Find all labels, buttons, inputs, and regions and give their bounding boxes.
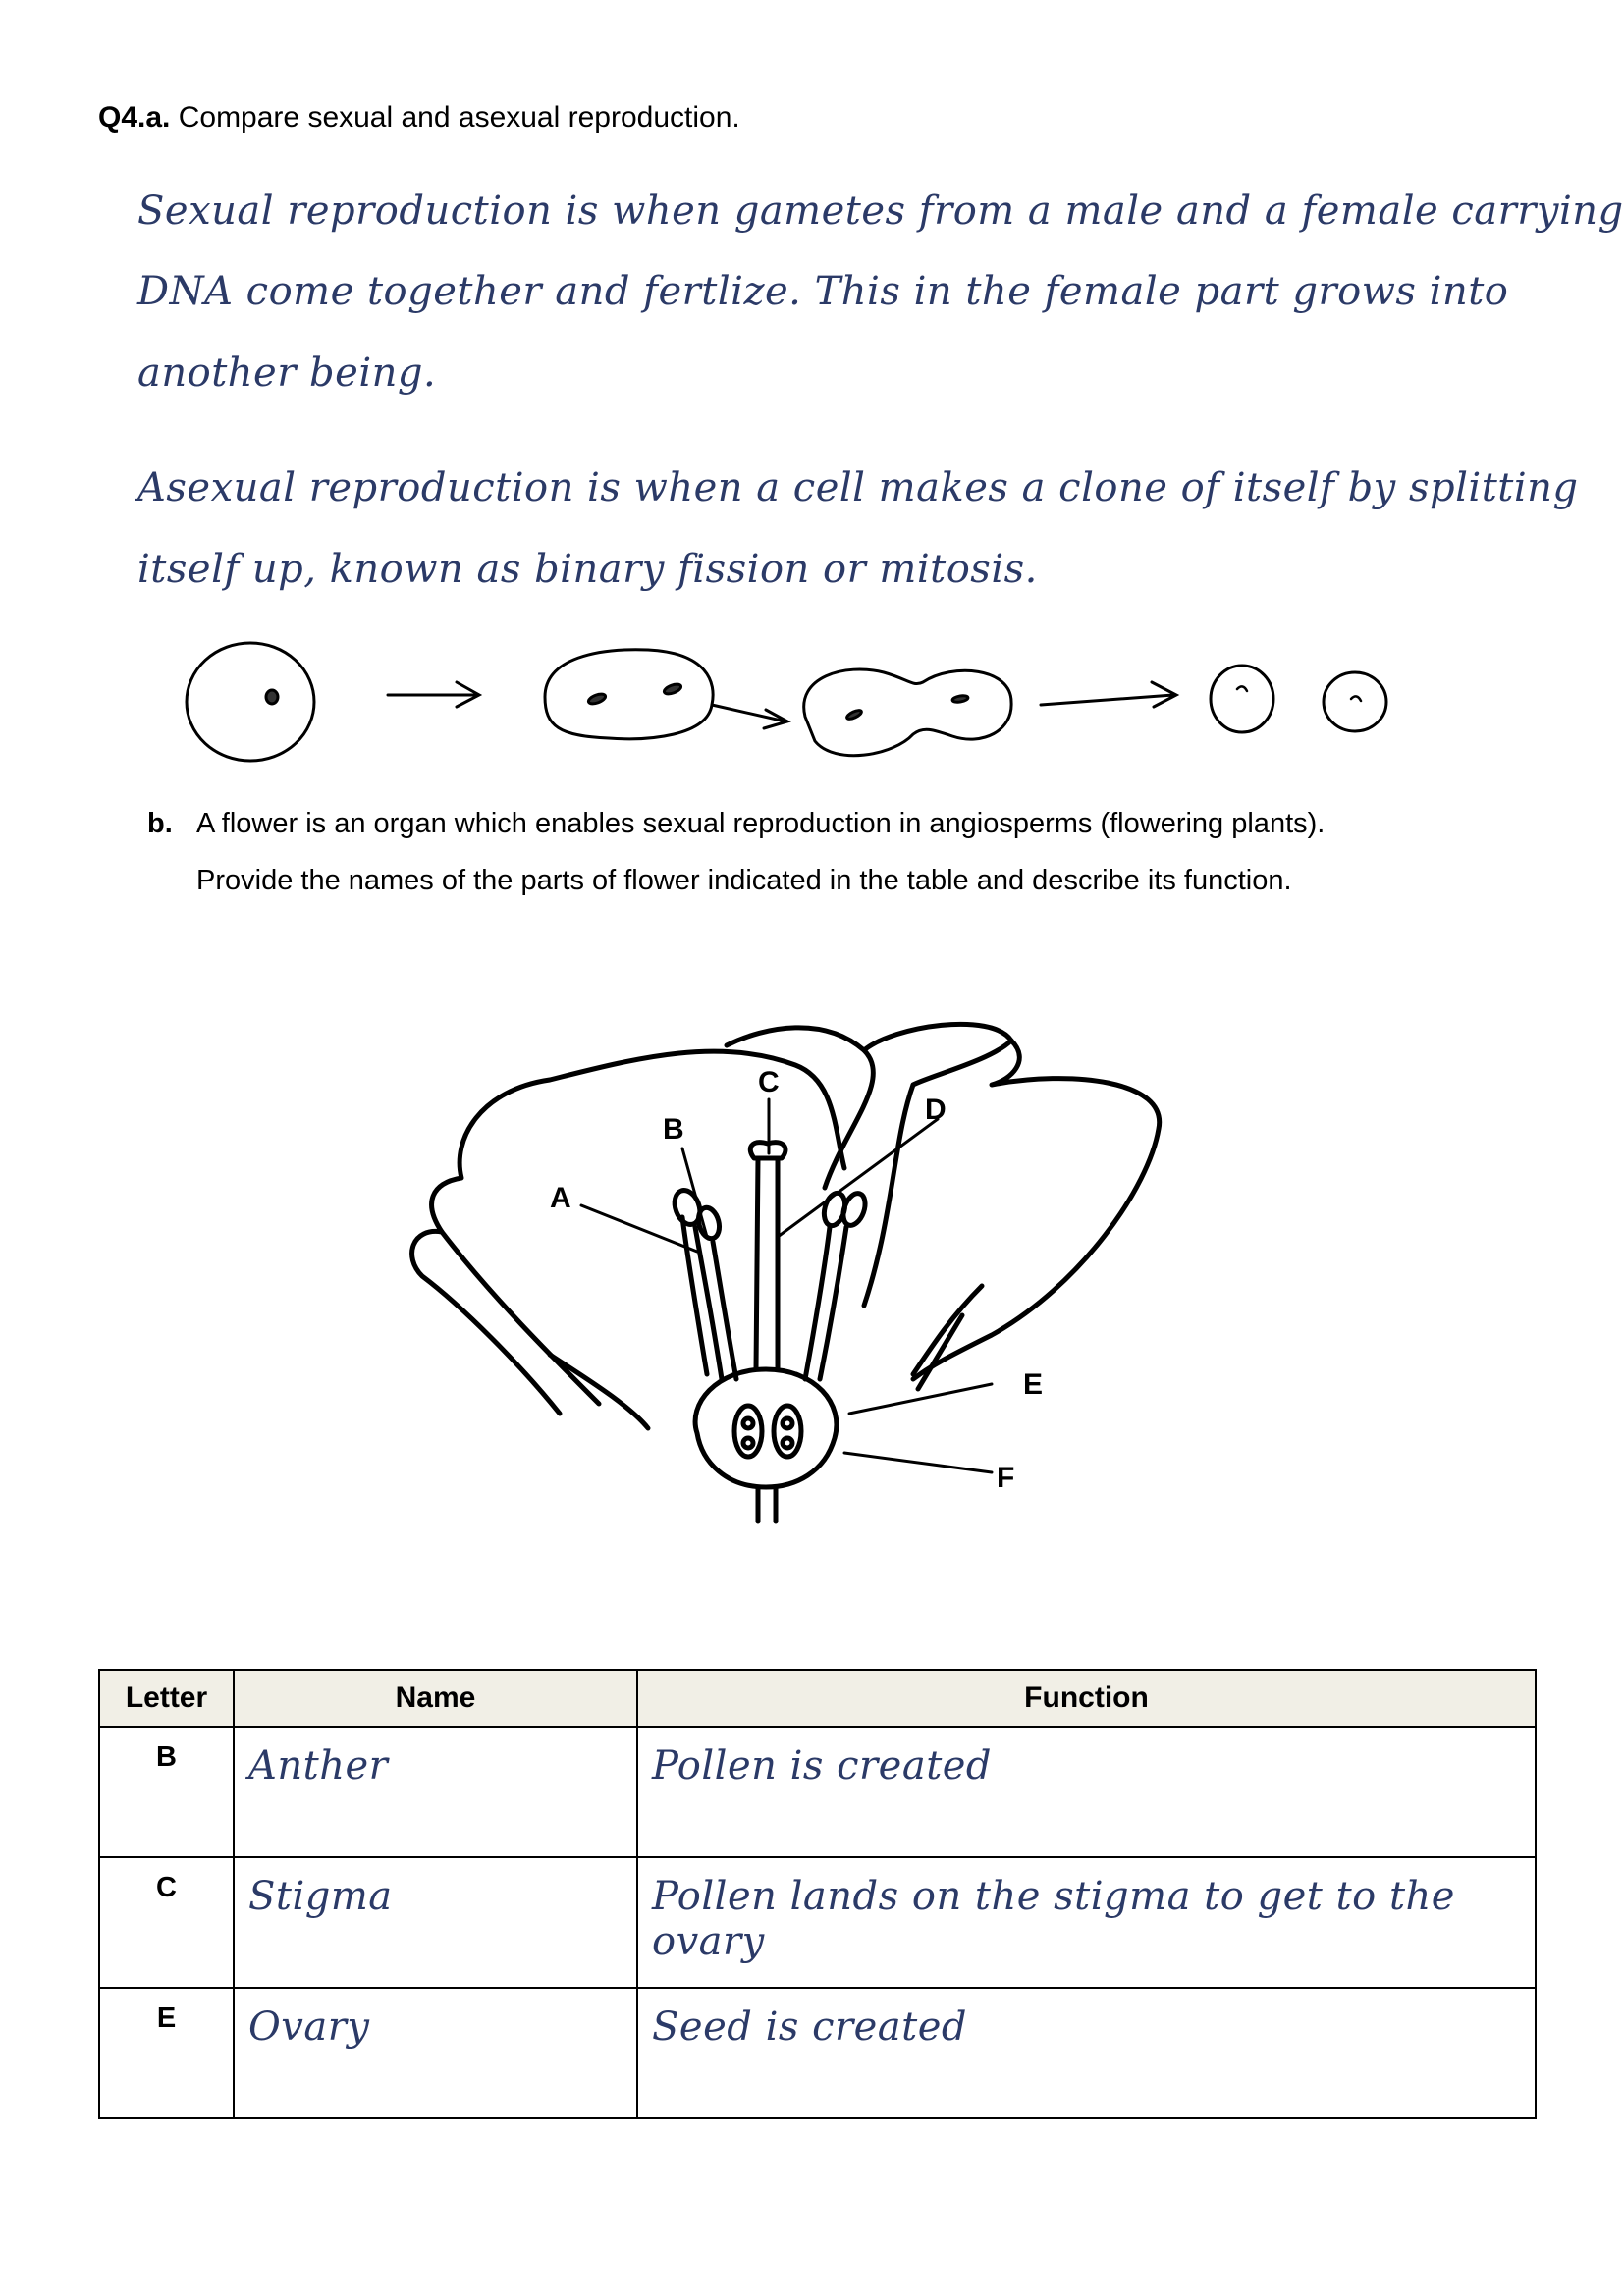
sepal-left: [550, 1355, 648, 1428]
row-function: Pollen is created: [637, 1727, 1536, 1857]
header-name: Name: [234, 1670, 637, 1727]
part-b-question: [147, 795, 1325, 909]
binary-fission-sketch: [167, 628, 1424, 785]
stem: [758, 1487, 776, 1522]
diagram-label-d: D: [925, 1094, 947, 1126]
header-letter: Letter: [99, 1670, 234, 1727]
table-row: [99, 1988, 1536, 2118]
part-b-line-2: Provide the names of the parts of flower indicated in the table and describe its function.: [196, 865, 1292, 896]
sepal-right: [913, 1286, 982, 1374]
pointer-a: [581, 1205, 697, 1252]
elongated-cell: [545, 650, 713, 739]
row-name: Stigma: [234, 1857, 637, 1988]
diagram-label-a: A: [550, 1182, 571, 1214]
ovary: [695, 1369, 837, 1487]
row-name: Anther: [234, 1727, 637, 1857]
stamen-left-1: [682, 1217, 707, 1374]
petal-right: [864, 1024, 1011, 1085]
part-b-number: b.: [147, 808, 173, 839]
daughter-cell-1: [1211, 666, 1273, 732]
pointer-f: [844, 1453, 992, 1472]
flower-diagram: [403, 991, 1188, 1541]
question-heading: [98, 98, 740, 137]
table-row: [99, 1857, 1536, 1988]
row-function: Pollen lands on the stigma to get to the ovary: [637, 1857, 1536, 1988]
arrow-1: [388, 682, 479, 707]
parent-cell: [187, 643, 314, 761]
table-row: [99, 1727, 1536, 1857]
row-letter: C: [99, 1857, 234, 1988]
daughter-cell-2: [1324, 672, 1386, 731]
question-text: Compare sexual and asexual reproduction.: [178, 101, 740, 133]
row-letter: E: [99, 1988, 234, 2118]
answer-asexual-line-1: Asexual reproduction is when a cell makes a clone of itself by splitting: [137, 465, 1579, 510]
petal-lower-left: [442, 1232, 599, 1404]
answer-sexual-line-1: Sexual reproduction is when gametes from a male and a female carrying: [137, 188, 1624, 234]
answer-sexual-line-3: another being.: [137, 350, 437, 396]
answer-sexual-line-2: DNA come together and fertlize. This in the female part grows into: [137, 269, 1509, 314]
petal-far-right: [913, 1041, 1160, 1379]
header-function: Function: [637, 1670, 1536, 1727]
diagram-label-f: F: [997, 1462, 1015, 1494]
row-function: Seed is created: [637, 1988, 1536, 2118]
row-name: Ovary: [234, 1988, 637, 2118]
parts-table: [98, 1669, 1537, 2119]
diagram-label-e: E: [1023, 1368, 1044, 1401]
part-b-line-1: A flower is an organ which enables sexual reproduction in angiosperms (flowering plants).: [196, 808, 1326, 839]
row-letter: B: [99, 1727, 234, 1857]
arrow-2: [712, 705, 787, 728]
dividing-cell: [804, 669, 1011, 756]
arrow-3: [1041, 682, 1176, 707]
diagram-label-c: C: [758, 1066, 780, 1098]
diagram-label-b: B: [663, 1113, 684, 1146]
answer-asexual-line-2: itself up, known as binary fission or mitosis.: [137, 547, 1038, 592]
question-number: Q4.a.: [98, 101, 171, 133]
parent-nucleus: [266, 690, 278, 704]
style: [756, 1158, 778, 1369]
table-header-row: [99, 1670, 1536, 1727]
